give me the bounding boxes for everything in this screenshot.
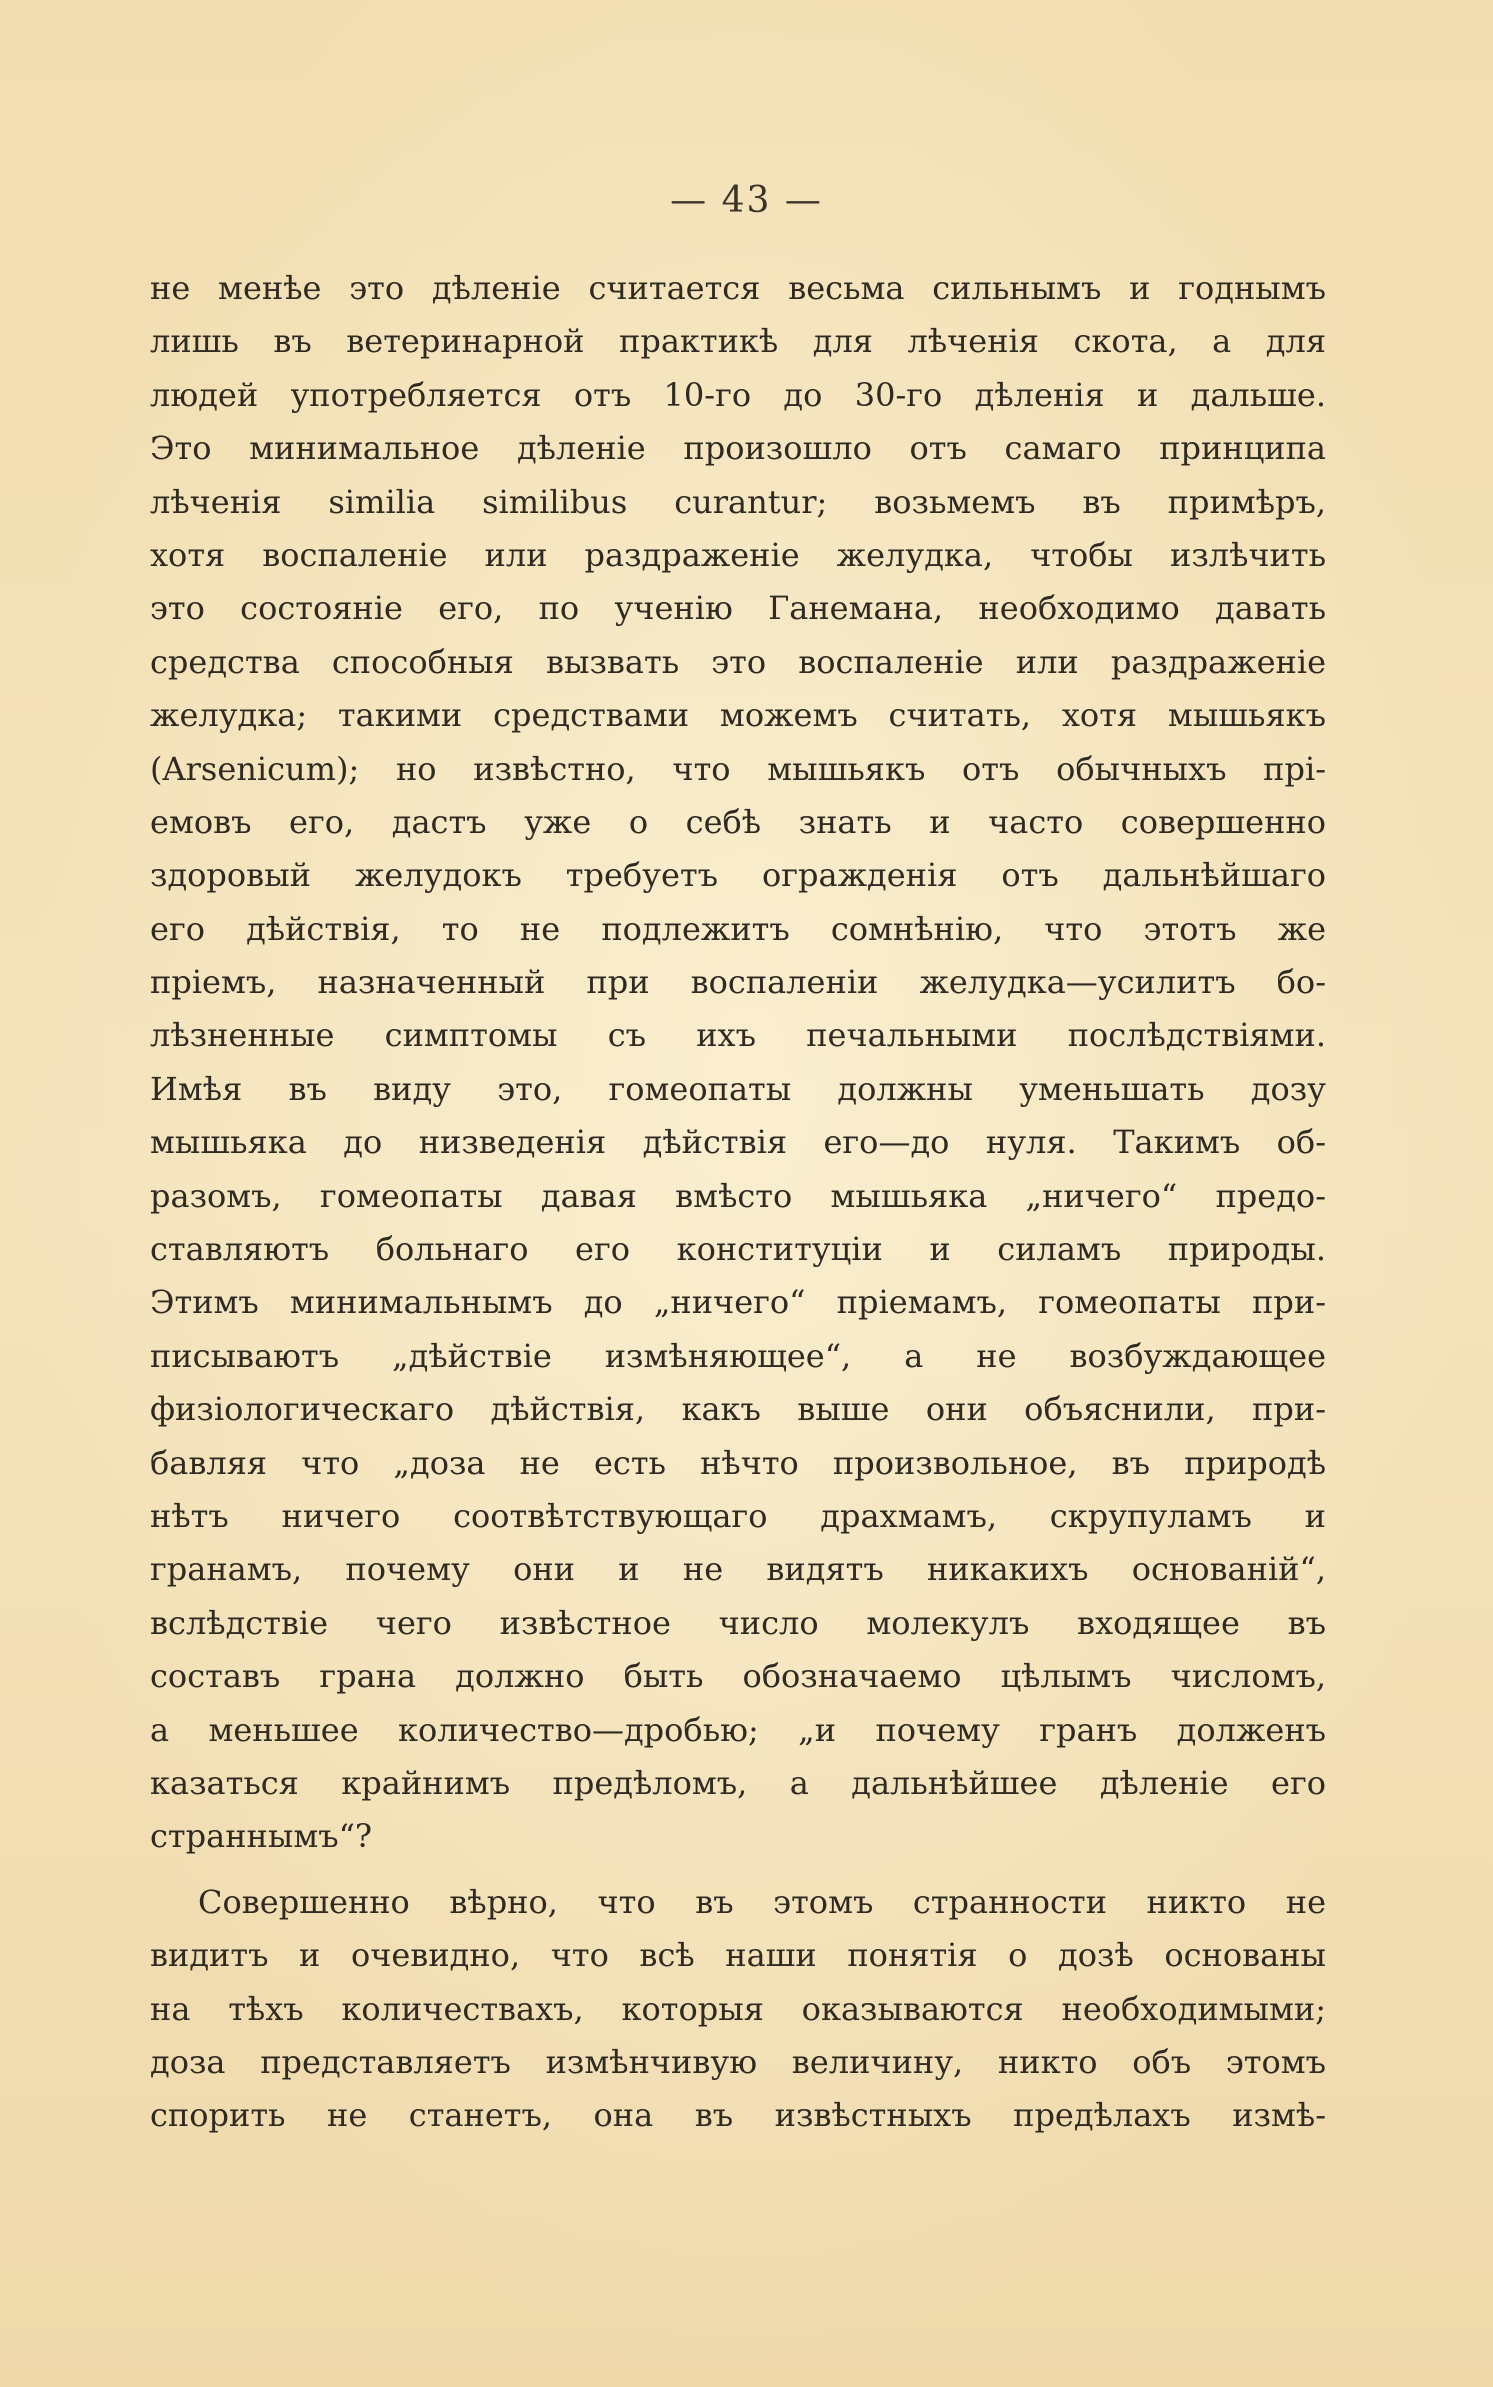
- paragraph: [150, 1876, 1326, 2143]
- text-line: (Arsenicum); но извѣстно, что мышьякъ отъ обычныхъ прі-: [150, 749, 1326, 788]
- page-number: — 43 —: [670, 180, 823, 221]
- text-line: физіологическаго дѣйствія, какъ выше они объяснили, при-: [150, 1390, 1326, 1429]
- text-line: нѣтъ ничего соотвѣтствующаго драхмамъ, скрупуламъ и: [150, 1496, 1326, 1535]
- text-line: казаться крайнимъ предѣломъ, а дальнѣйшее дѣленіе его: [150, 1763, 1326, 1802]
- text-line: ставляютъ больнаго его конституціи и силамъ природы.: [150, 1230, 1326, 1269]
- paragraph-gap: [150, 1864, 1326, 1876]
- text-line: Это минимальное дѣленіе произошло отъ самаго принципа: [150, 429, 1326, 468]
- text-line: спорить не станетъ, она въ извѣстныхъ предѣлахъ измѣ-: [150, 2096, 1326, 2135]
- text-line: желудка; такими средствами можемъ считать, хотя мышьякъ: [150, 696, 1326, 735]
- text-line: страннымъ“?: [150, 1817, 373, 1856]
- text-line: писываютъ „дѣйствіе измѣняющее“, а не возбуждающее: [150, 1336, 1326, 1375]
- text-line: составъ грана должно быть обозначаемо цѣлымъ числомъ,: [150, 1657, 1326, 1696]
- paragraph: [150, 262, 1326, 1864]
- text-line: хотя воспаленіе или раздраженіе желудка, чтобы излѣчить: [150, 535, 1326, 574]
- text-line: лѣченія similia similibus curantur; возьмемъ въ примѣръ,: [150, 482, 1326, 521]
- text-line: Имѣя въ виду это, гомеопаты должны уменьшать дозу: [150, 1069, 1326, 1108]
- text-line: емовъ его, дастъ уже о себѣ знать и часто совершенно: [150, 802, 1326, 841]
- text-line: вслѣдствіе чего извѣстное число молекулъ входящее въ: [150, 1603, 1326, 1642]
- text-line: Этимъ минимальнымъ до „ничего“ пріемамъ, гомеопаты при-: [150, 1283, 1326, 1322]
- text-line: средства способныя вызвать это воспаленіе или раздраженіе: [150, 642, 1326, 681]
- text-line: людей употребляется отъ 10-го до 30-го дѣленія и дальше.: [150, 375, 1326, 414]
- text-line: пріемъ, назначенный при воспаленіи желудка—усилитъ бо-: [150, 963, 1326, 1002]
- text-line: лишь въ ветеринарной практикѣ для лѣченія скота, а для: [150, 322, 1326, 361]
- text-line: лѣзненные симптомы съ ихъ печальными послѣдствіями.: [150, 1016, 1326, 1055]
- text-line: его дѣйствія, то не подлежитъ сомнѣнію, что этотъ же: [150, 909, 1326, 948]
- text-line: видитъ и очевидно, что всѣ наши понятія о дозѣ основаны: [150, 1936, 1326, 1975]
- text-line: это состояніе его, по ученію Ганемана, необходимо давать: [150, 589, 1326, 628]
- text-line: на тѣхъ количествахъ, которыя оказываются необходимыми;: [150, 1989, 1326, 2028]
- text-line: мышьяка до низведенія дѣйствія его—до нуля. Такимъ об-: [150, 1123, 1326, 1162]
- text-line: Совершенно вѣрно, что въ этомъ странности никто не: [198, 1882, 1326, 1921]
- text-line: здоровый желудокъ требуетъ огражденія отъ дальнѣйшаго: [150, 856, 1326, 895]
- text-line: не менѣе это дѣленіе считается весьма сильнымъ и годнымъ: [150, 269, 1326, 307]
- text-line: гранамъ, почему они и не видятъ никакихъ основаній“,: [150, 1550, 1326, 1589]
- text-body: [150, 262, 1326, 2143]
- text-line: а меньшее количество—дробью; „и почему гранъ долженъ: [150, 1710, 1326, 1749]
- text-line: разомъ, гомеопаты давая вмѣсто мышьяка „ничего“ предо-: [150, 1176, 1326, 1215]
- text-line: бавляя что „доза не есть нѣчто произвольное, въ природѣ: [150, 1443, 1326, 1482]
- text-line: доза представляетъ измѣнчивую величину, никто объ этомъ: [150, 2042, 1326, 2081]
